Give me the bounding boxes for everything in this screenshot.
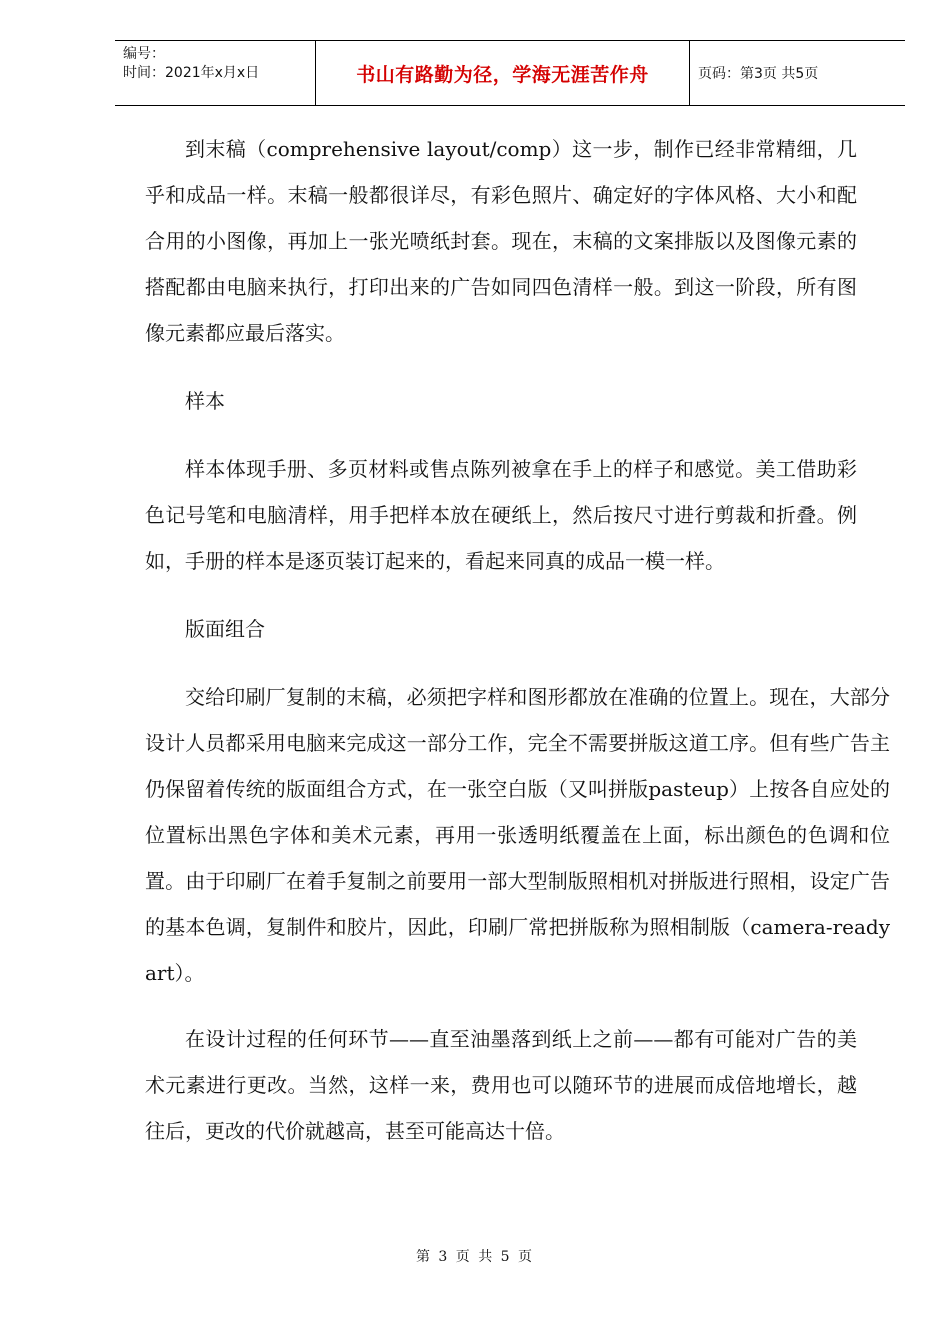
date-label: 时间：2021年x月x日 bbox=[123, 65, 260, 81]
paragraph-sample: 样本体现手册、多页材料或售点陈列被拿在手上的样子和感觉。美工借助彩色记号笔和电脑清样，用手把样本放在硬纸上，然后按尺寸进行剪裁和折叠。例如，手册的样本是逐页装订起来的，看起来同真的成品一模一样。 bbox=[145, 457, 857, 573]
paragraph-comprehensive-layout: 到末稿（comprehensive layout/comp）这一步，制作已经非常精细，几乎和成品一样。末稿一般都很详尽，有彩色照片、确定好的字体风格、大小和配合用的小图像，再加上一张光喷纸封套。现在，末稿的文案排版以及图像元素的搭配都由电脑来执行，打印出来的广告如同四色清样一般。到这一阶段，所有图像元素都应最后落实。 bbox=[145, 137, 857, 345]
header-meta-cell bbox=[115, 41, 316, 105]
page-footer: 第 3 页 共 5 页 bbox=[415, 1249, 535, 1265]
header-page-number: 页码：第3页 共5页 bbox=[698, 66, 819, 82]
section-heading-layout-assembly: 版面组合 bbox=[185, 617, 265, 641]
document-header bbox=[115, 40, 905, 106]
section-heading-sample: 样本 bbox=[185, 389, 225, 413]
header-motto-cell bbox=[316, 41, 690, 105]
header-motto: 书山有路勤为径，学海无涯苦作舟 bbox=[356, 63, 649, 86]
paragraph-design-changes: 在设计过程的任何环节——直至油墨落到纸上之前——都有可能对广告的美术元素进行更改。当然，这样一来，费用也可以随环节的进展而成倍地增长，越往后，更改的代价就越高，甚至可能高达十倍。 bbox=[145, 1027, 857, 1143]
paragraph-layout-assembly: 交给印刷厂复制的末稿，必须把字样和图形都放在准确的位置上。现在，大部分设计人员都采用电脑来完成这一部分工作，完全不需要拼版这道工序。但有些广告主仍保留着传统的版面组合方式，在一张空白版（又叫拼版pasteup）上按各自应处的位置标出黑色字体和美术元素，再用一张透明纸覆盖在上面，标出颜色的色调和位置。由于印刷厂在着手复制之前要用一部大型制版照相机对拼版进行照相，设定广告的基本色调，复制件和胶片，因此，印刷厂常把拼版称为照相制版（camera-ready art）。 bbox=[145, 685, 890, 985]
serial-number-label: 编号： bbox=[123, 46, 165, 62]
header-page-cell bbox=[690, 41, 905, 105]
document-body bbox=[145, 126, 890, 1154]
